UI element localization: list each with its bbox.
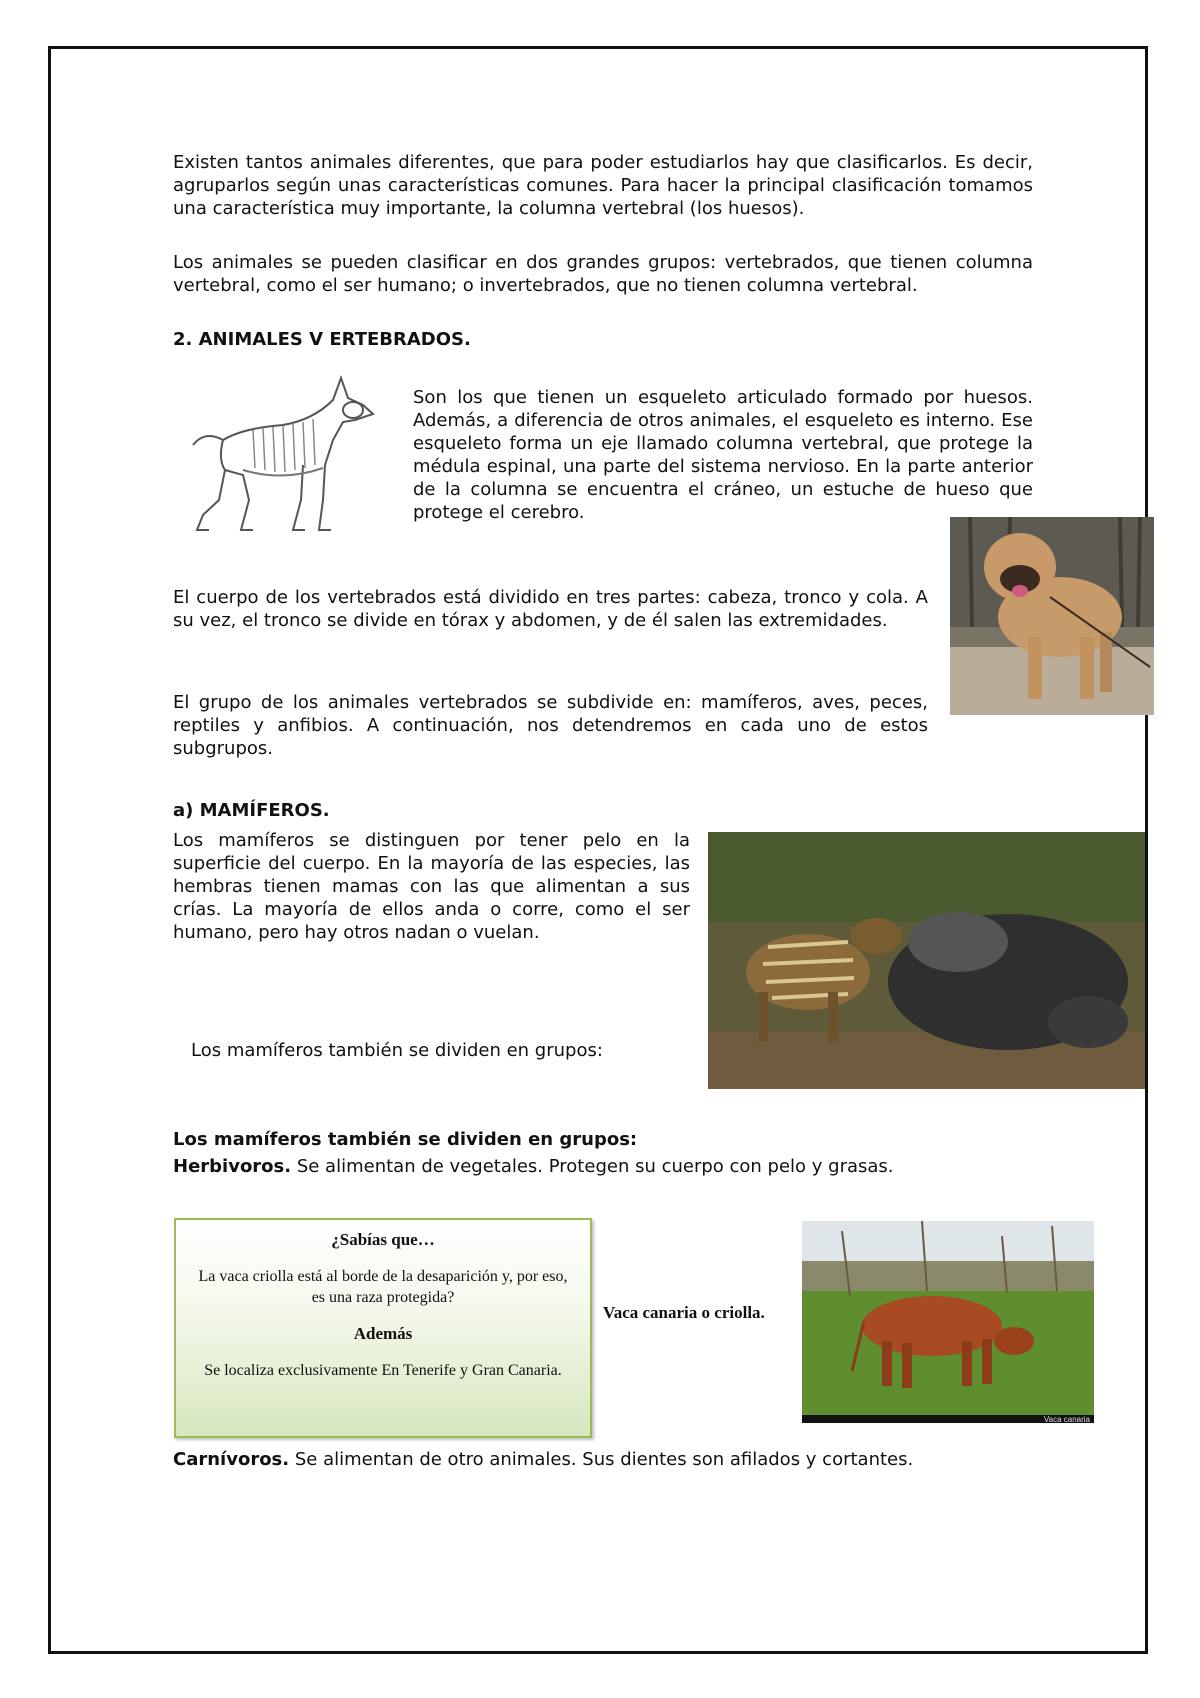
wild-boar-photo [708,832,1145,1089]
mammals-groups-heading: Los mamíferos también se dividen en grupos: [173,1129,638,1150]
subgroups-paragraph: El grupo de los animales vertebrados se subdivide en: mamíferos, aves, peces, reptiles y anfibios. A continuación, nos detendremos en cada uno de estos subgrupos. [173,692,928,759]
cow-photo-watermark: Vaca canaria [1043,1415,1090,1423]
herbivores-text: Se alimentan de vegetales. Protegen su cuerpo con pelo y grasas. [291,1156,894,1177]
did-you-know-box [174,1218,592,1438]
callout-text: La vaca criolla está al borde de la desaparición y, por eso, es una raza protegida? [198,1268,568,1306]
mammals-paragraph: Los mamíferos se distinguen por tener pelo en la superficie del cuerpo. En la mayoría de las especies, las hembras tienen mamas con las que alimentan a sus crías. La mayoría de ellos anda o corre, como el ser humano, pero hay otros nadan o vuelan. [173,830,690,943]
herbivores-label: Herbivoros. [173,1156,292,1177]
body-parts-paragraph: El cuerpo de los vertebrados está dividido en tres partes: cabeza, tronco y cola. A su vez, el tronco se divide en tórax y abdomen, y de él salen las extremidades. [173,587,928,631]
skeleton-description [413,386,1033,524]
callout-subtitle: Además [353,1324,413,1343]
intro-paragraph-1: Existen tantos animales diferentes, que para poder estudiarlos hay que clasificarlos. Es decir, agruparlos según unas características comunes. Para hacer la principal clasificación tomamos una característica muy importante, la columna vertebral (los huesos). [173,152,1033,219]
carnivores-label: Carnívoros. [173,1449,290,1470]
callout-title: ¿Sabías que… [331,1230,435,1249]
skeleton-description-text: Son los que tienen un esqueleto articulado formado por huesos. Además, a diferencia de otros animales, el esqueleto es interno. Ese esqueleto forma un eje llamado columna vertebral, que protege la médula espinal, una parte del sistema nervioso. En la parte anterior de la columna se encuentra el cráneo, un estuche de hueso que protege el cerebro. [413,387,1033,523]
carnivores-line [173,1448,1073,1471]
section-heading-vertebrates: 2. ANIMALES V ERTEBRADOS. [173,329,471,350]
mammals-groups-line: Los mamíferos también se dividen en grupos: [191,1040,603,1061]
cow-caption: Vaca canaria o criolla. [603,1303,765,1322]
dog-skeleton-image [183,370,388,540]
dog-photo [950,517,1154,715]
section-heading-mammals: a) MAMÍFEROS. [173,800,330,821]
carnivores-text: Se alimentan de otro animales. Sus dientes son afilados y cortantes. [289,1449,914,1470]
herbivores-line [173,1155,1073,1178]
cow-photo [802,1221,1094,1423]
intro-paragraph-2: Los animales se pueden clasificar en dos grandes grupos: vertebrados, que tienen columna vertebral, como el ser humano; o invertebrados, que no tienen columna vertebral. [173,252,1033,296]
callout-text-2: Se localiza exclusivamente En Tenerife y Gran Canaria. [204,1362,562,1379]
